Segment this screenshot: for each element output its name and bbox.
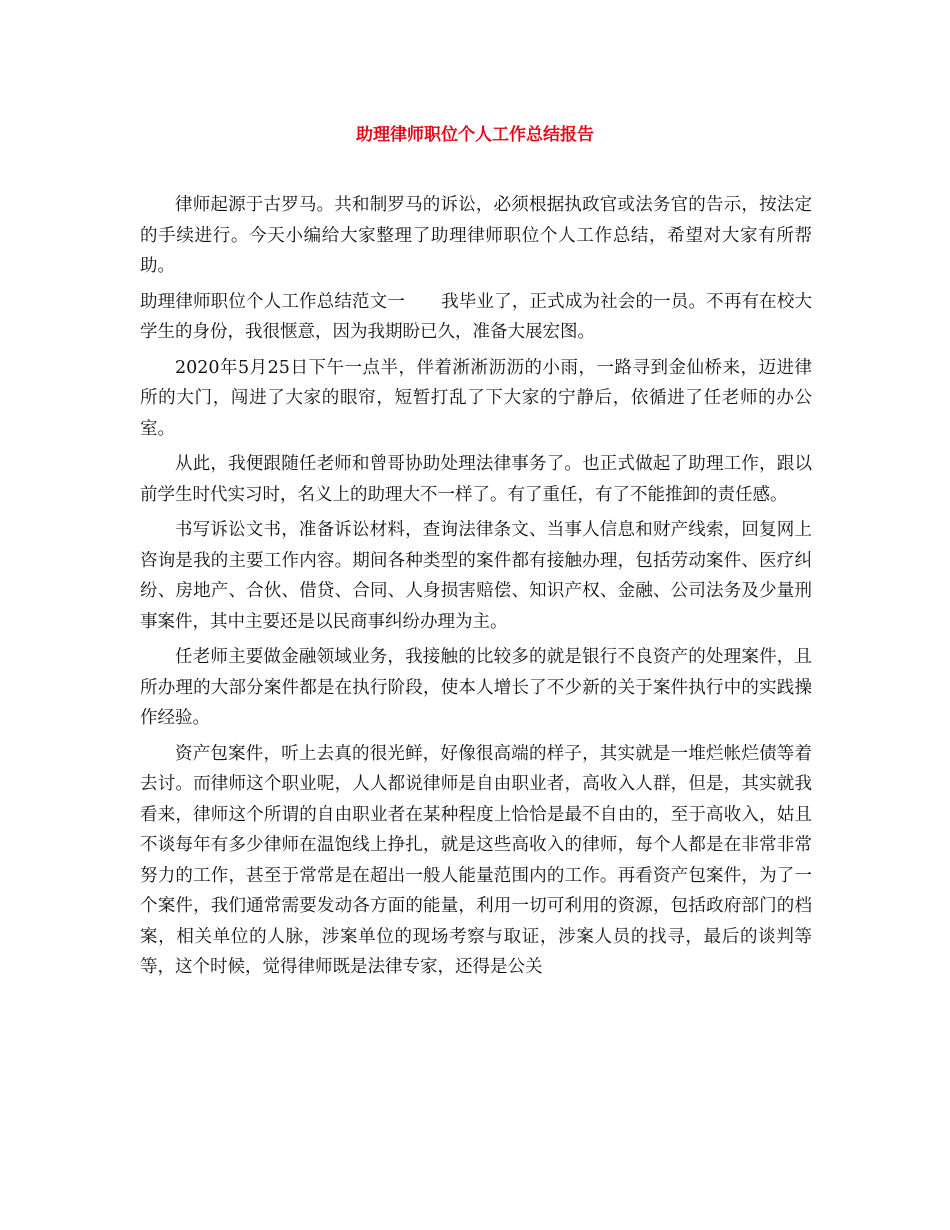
paragraph-asset-package: 资产包案件，听上去真的很光鲜，好像很高端的样子，其实就是一堆烂帐烂债等着去讨。而律师这个职业呢，人人都说律师是自由职业者，高收入人群，但是，其实就我看来，律师这个所谓的自由职业者在某种程度上恰恰是最不自由的，至于高收入，姑且不谈每年有多少律师在温饱线上挣扎，就是这些高收入的律师，每个人都是在非常非常努力的工作，甚至于常常是在超出一般人能量范围内的工作。再看资产包案件，为了一个案件，我们通常需要发动各方面的能量，利用一切可利用的资源，包括政府部门的档案，相关单位的人脉，涉案单位的现场考察与取证，涉案人员的找寻，最后的谈判等等，这个时候，觉得律师既是法律专家，还得是公关 (140, 743, 812, 977)
document-body (140, 190, 812, 983)
paragraph-intro: 律师起源于古罗马。共和制罗马的诉讼，必须根据执政官或法务官的告示，按法定的手续进行。今天小编给大家整理了助理律师职位个人工作总结，希望对大家有所帮助。 (140, 195, 812, 276)
section-heading: 助理律师职位个人工作总结范文一 (140, 291, 405, 312)
paragraph-section-one (140, 287, 812, 348)
paragraph-duties: 书写诉讼文书，准备诉讼材料，查询法律条文、当事人信息和财产线索，回复网上咨询是我的主要工作内容。期间各种类型的案件都有接触办理，包括劳动案件、医疗纠纷、房地产、合伙、借贷、合同、人身损害赔偿、知识产权、金融、公司法务及少量刑事案件，其中主要还是以民商事纠纷办理为主。 (140, 520, 812, 632)
paragraph-arrival: 2020年5月25日下午一点半，伴着淅淅沥沥的小雨，一路寻到金仙桥来，迈进律所的大门，闯进了大家的眼帘，短暂打乱了下大家的宁静后，依循进了任老师的办公室。 (140, 357, 812, 439)
paragraph-finance: 任老师主要做金融领域业务，我接触的比较多的就是银行不良资产的处理案件，且所办理的大部分案件都是在执行阶段，使本人增长了不少新的关于案件执行中的实践操作经验。 (140, 647, 812, 728)
section-text: 我毕业了，正式成为社会的一员。不再有在校大学生的身份，我很惬意，因为我期盼已久，准备大展宏图。 (140, 291, 812, 342)
paragraph-assistant: 从此，我便跟随任老师和曾哥协助处理法律事务了。也正式做起了助理工作，跟以前学生时代实习时，名义上的助理大不一样了。有了重任，有了不能推卸的责任感。 (140, 454, 812, 505)
document-title: 助理律师职位个人工作总结报告 (356, 125, 594, 145)
